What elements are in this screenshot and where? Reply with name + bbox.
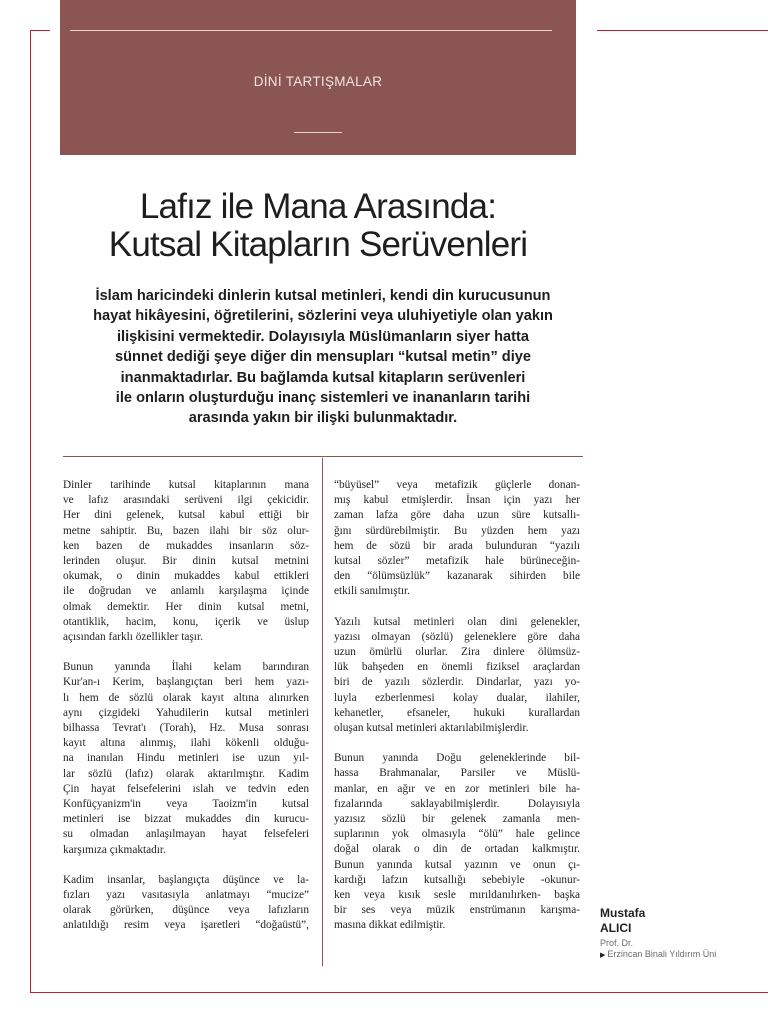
text-line: etkili sanılmıştır. [334, 585, 410, 598]
body-column-left [63, 478, 309, 949]
text-line: Bunun yanında kutsal yazının ve onun çı- [334, 858, 580, 871]
text-line: açısından farklı özellikler taşır. [63, 631, 203, 644]
text-line: Yazılı kutsal metinleri olan dini gelenekler, [334, 615, 580, 628]
text-line: lerinden oluşur. Bir dinin kutsal metnini [63, 555, 309, 568]
lead-line: hayat hikâyesini, öğretilerini, sözlerini veya uluhiyetiyle olan yakın [93, 308, 553, 325]
paragraph [63, 478, 309, 645]
text-line: “büyüsel” veya metafizik güçlerle donan- [334, 479, 580, 491]
text-line: Dinler tarihinde kutsal kitaplarının mana [63, 479, 309, 491]
text-line: ile doğrudan ve anlamlı karşılaşma içinde [63, 585, 309, 598]
text-line: olarak görürken, düşünce veya lafızların [63, 904, 309, 917]
lead-line: ile onların oluşturduğu inanç sistemleri ve inananların tarihi [115, 390, 531, 407]
text-line: lı hem de sözlü olarak kayıt altına alınırken [63, 691, 309, 704]
text-line: lar sözlü (lafız) olarak aktarılmıştır. Kadim [63, 767, 309, 780]
text-line: ken veya kısık sesle mırıldanılırken- başka [334, 889, 580, 902]
text-line: yazısız sözlü bir gelenek zamanla men- [334, 813, 580, 826]
text-line: lük bahşeden en önemli fiziksel araçlardan [334, 661, 580, 674]
section-banner [60, 0, 576, 155]
text-line: doğal olarak o din de ortadan kalkmıştır. [334, 843, 580, 856]
text-line: yazısı olmayan (sözlü) geleneklere göre daha [334, 630, 580, 643]
text-line: manlar, en ağır ve en zor metinleri bile ha- [334, 782, 580, 795]
text-line: den “ölümsüzlük” kazanarak sihirden bile [334, 570, 580, 583]
text-line: metne sahiptir. Bu, bazen ilahi bir söz olur- [63, 524, 309, 537]
text-line: Kadim insanlar, başlangıçta düşünce ve la- [63, 873, 309, 886]
text-line: hem de sözü bir arada bulunduran “yazılı [334, 539, 580, 552]
text-line: ğını sürdürebilmiştir. Bu yüzden hem yazı [334, 524, 580, 537]
text-line: fızları yazı vasıtasıyla anlatmayı “mucize” [63, 889, 309, 902]
text-line: kardığı lafzın kutsallığı sebebiyle -okunur- [334, 873, 580, 886]
triangle-right-icon: ▶ [600, 952, 606, 959]
text-line: olmak demektir. Her dinin kutsal metni, [63, 600, 309, 613]
frame-line-top-left [30, 30, 50, 31]
text-line: metinleri ise bizzat mukaddes din kurucu- [63, 813, 309, 826]
text-line: suplarının yok olmasıyla “ölü” hale gelince [334, 828, 580, 841]
author-first-name: Mustafa [600, 906, 646, 920]
text-line: bilhassa Tevrat'ı (Torah), Hz. Musa sonrası [63, 722, 309, 735]
text-line: karşımıza çıkmaktadır. [63, 843, 166, 856]
banner-rule-top [70, 30, 552, 31]
lead-line: İslam haricindeki dinlerin kutsal metinleri, kendi din kurucusunun [95, 288, 551, 304]
text-line: biri de yazılı sözlerdir. Dindarlar, yazı yo- [334, 676, 580, 689]
title-line-2: Kutsal Kitapların Serüvenleri [108, 225, 528, 264]
frame-line-top-right [597, 30, 768, 31]
text-line: su olmadan anlaşılmayan hayat felsefeleri [63, 828, 309, 841]
text-line: uzun ömürlü olurlar. Zira dinlere ölümsüz- [334, 646, 580, 659]
text-line: Çin hayat felsefelerini ıslah ve tedvin eden [63, 782, 309, 795]
text-line: okumak, o dinin mukaddes kabul ettikleri [63, 570, 309, 583]
lead-line: inanmaktadırlar. Bu bağlamda kutsal kitapların serüvenleri [120, 369, 526, 386]
text-line: zaman lafza göre daha uzun süre kutsallı- [334, 509, 580, 522]
text-line: kayıt altına alınmış, ilahi kökenli olduğu- [63, 737, 309, 750]
text-line: masına dikkat edilmiştir. [334, 919, 446, 932]
text-line: hassa Brahmanalar, Parsiler ve Müslü- [334, 767, 580, 780]
section-divider [63, 456, 583, 457]
banner-rule-small [294, 132, 342, 133]
paragraph [63, 660, 309, 858]
frame-line-left [30, 30, 31, 992]
text-line: fızalarında saklayabilmişlerdir. Dolayısıyla [334, 797, 580, 810]
text-line: otantiklik, hacim, konu, içerik ve üslup [63, 615, 309, 628]
text-line: Her dini gelenek, kutsal kabul ettiği bir [63, 509, 309, 522]
column-separator [322, 458, 323, 966]
text-line: ve lafız arasındaki serüveni ilgi çekicidir. [63, 494, 309, 507]
text-line: Konfüçyanizm'in veya Taoizm'in kutsal [63, 798, 309, 811]
text-line: Kur'an-ı Kerim, başlangıçtan beri hem yazı- [63, 676, 309, 689]
text-line: bir ses veya müzik enstrümanın karışma- [334, 904, 580, 917]
text-line: kutsal sözler” metafizik hale bürüneceğin- [334, 555, 580, 568]
body-column-right [334, 478, 580, 949]
author-institution-row [600, 949, 760, 959]
text-line: mış kabul etmişlerdir. İnsan için yazı her [334, 494, 580, 507]
text-line: anlatıldığı resim veya işaretleri “doğaüstü”, [63, 919, 309, 932]
paragraph [334, 478, 580, 600]
lead-line: arasında yakın bir ilişki bulunmaktadır. [188, 410, 458, 427]
text-line: luyla ezberlenmesi kolay dualar, ilahiler, [334, 691, 580, 704]
text-line: aynı çizgideki Yahudilerin kutsal metinleri [63, 706, 309, 719]
paragraph [334, 615, 580, 737]
author-institution: Erzincan Binali Yıldırım Üni [607, 949, 717, 959]
lead-line: ilişkisini vermektedir. Dolayısıyla Müslümanların siyer hatta [116, 328, 530, 345]
text-line: kehanetler, efsaneler, hukuki kurallardan [334, 706, 580, 719]
text-line: na inanılan Hindu metinleri ise uzun yıl- [63, 752, 309, 765]
paragraph [63, 873, 309, 934]
text-line: Bunun yanında Doğu geleneklerinde bil- [334, 752, 580, 765]
title-line-1: Lafız ile Mana Arasında: [139, 187, 497, 226]
paragraph [334, 751, 580, 933]
author-block [600, 906, 760, 959]
text-line: ken bazen de mukaddes insanların söz- [63, 539, 309, 552]
text-line: Bunun yanında İlahi kelam barındıran [63, 661, 309, 674]
author-last-name: ALICI [600, 921, 632, 935]
frame-line-bottom [30, 992, 768, 993]
author-name [600, 906, 760, 936]
lead-line: sünnet dediği şeye diğer din mensupları “kutsal metin” diye [114, 349, 532, 366]
lead-paragraph [64, 286, 582, 429]
text-line: oluşan kutsal metinleri aktarılabilmişlerdir. [334, 722, 529, 735]
section-label: DİNİ TARTIŞMALAR [253, 74, 383, 89]
article-title [40, 188, 596, 264]
author-title: Prof. Dr. [600, 938, 634, 948]
